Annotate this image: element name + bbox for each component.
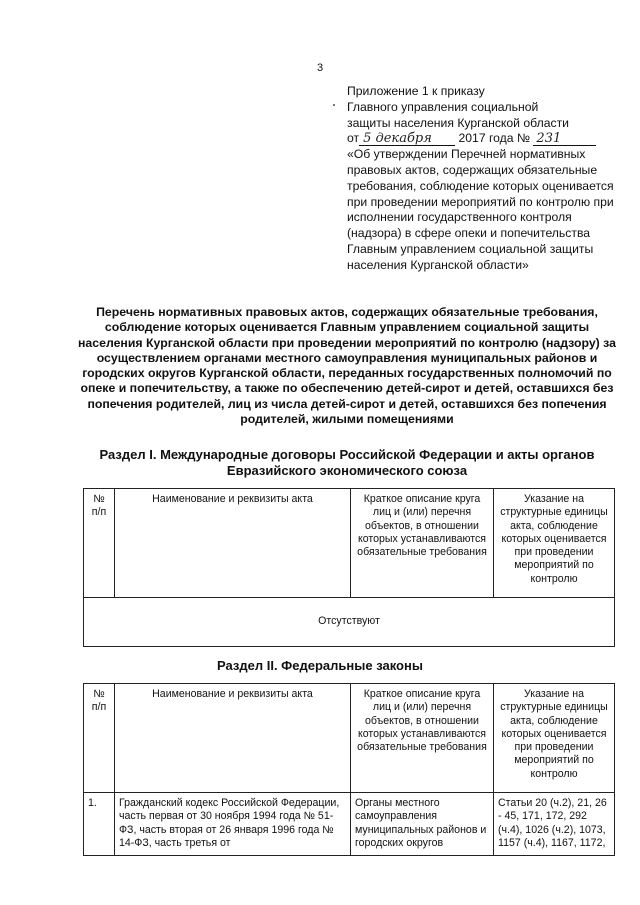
header-name: Наименование и реквизиты акта	[115, 489, 351, 598]
handwritten-number: 231	[533, 132, 596, 146]
header-num: № п/п	[84, 489, 115, 598]
header-num: № п/п	[84, 684, 115, 793]
appendix-quoted-title: «Об утверждении Перечней нормативных правовых актов, содержащих обязательные требования, соблюдение которых оценивается при проведении мероприятий по контролю при исполнении государственного контроля (надзора) в сфере опеки и попечительства Главным управлением социальной защиты населения Курганской области»	[347, 147, 614, 272]
header-name: Наименование и реквизиты акта	[115, 684, 351, 793]
header-description: Краткое описание круга лиц и (или) перечня объектов, в отношении которых устанавливаются обязательные требования	[351, 489, 494, 598]
appendix-line-3: защиты населения Курганской области	[347, 115, 569, 130]
table-row	[84, 598, 615, 647]
page-number: 3	[316, 62, 324, 74]
scan-speck	[333, 104, 335, 106]
row-num: 1.	[84, 793, 115, 856]
row-description: Органы местного самоуправления муниципальных районов и городских округов	[351, 793, 494, 856]
table-header-row	[84, 684, 615, 793]
appendix-line-2: Главного управления социальной	[347, 99, 539, 114]
appendix-line-1: Приложение 1 к приказу	[347, 84, 485, 98]
from-prefix: от	[347, 131, 360, 146]
handwritten-date: 5 декабря	[359, 132, 455, 146]
table-row	[84, 793, 615, 856]
appendix-date-line	[347, 131, 617, 147]
section-2-table	[83, 683, 615, 856]
row-units: Статьи 20 (ч.2), 21, 26 - 45, 171, 172, 292 (ч.4), 1026 (ч.2), 1073, 1157 (ч.4), 1167, 1172,	[494, 793, 615, 856]
header-units: Указание на структурные единицы акта, соблюдение которых оценивается при проведении мероприятий по контролю	[494, 489, 615, 598]
section-1-title: Раздел I. Международные договоры Российской Федерации и акты органов Евразийского экономического союза	[99, 447, 595, 478]
header-units: Указание на структурные единицы акта, соблюдение которых оценивается при проведении мероприятий по контролю	[494, 684, 615, 793]
table-header-row	[84, 489, 615, 598]
year-text: 2017 года №	[458, 131, 531, 146]
main-title: Перечень нормативных правовых актов, содержащих обязательные требования, соблюдение которых оценивается Главным управлением социальной защиты населения Курганской области при проведении мероприятий по контролю (надзору) за осуществлением органами местного самоуправления муниципальных районов и городских округов Курганской области, переданных государственных полномочий по опеке и попечительству, а также по обеспечению детей-сирот и детей, оставшихся без попечения родителей, лиц из числа детей-сирот и детей, оставшихся без попечения родителей, жилыми помещениями	[78, 305, 616, 427]
header-description: Краткое описание круга лиц и (или) перечня объектов, в отношении которых устанавливаются обязательные требования	[351, 684, 494, 793]
row-name: Гражданский кодекс Российской Федерации, часть первая от 30 ноября 1994 года № 51-ФЗ, часть вторая от 26 января 1996 года № 14-ФЗ, часть третья от	[115, 793, 351, 856]
empty-cell: Отсутствуют	[84, 598, 615, 647]
appendix-block	[347, 84, 617, 274]
section-2-title: Раздел II. Федеральные законы	[217, 658, 423, 673]
section-1-table	[83, 488, 615, 647]
